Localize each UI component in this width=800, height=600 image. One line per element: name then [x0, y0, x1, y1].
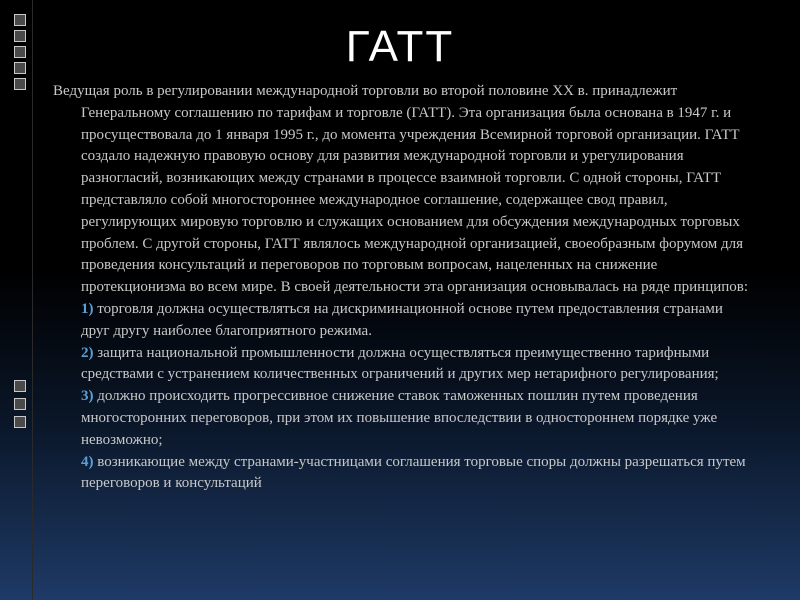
principle-text: защита национальной промышленности должна осуществляться преимущественно тарифными средствами с устранением количественных ограничений и других мер нетарифного регулирования; — [81, 344, 719, 383]
principle-text: торговля должна осуществляться на дискриминационной основе путем предоставления странами друг другу наиболее благоприятного режима. — [81, 300, 723, 339]
divider-line — [32, 0, 33, 600]
slide-body — [53, 81, 753, 495]
principle-item-2 — [53, 343, 753, 387]
principle-item-4 — [53, 452, 753, 496]
principle-text: возникающие между странами-участницами соглашения торговые споры должны разрешаться путем переговоров и консультаций — [81, 453, 746, 492]
principle-item-1 — [53, 299, 753, 343]
intro-paragraph: Ведущая роль в регулировании международной торговли во второй половине XX в. принадлежит Генеральному соглашению по тарифам и торговле (ГАТТ). Эта организация была основана в 1947 г. и просуществовала до 1 января 1995 г., до момента учреждения Всемирной торговой организации. ГАТТ создало надежную правовую основу для развития международной торговли и урегулирования разногласий, возникающих между странами в процессе взаимной торговли. С одной стороны, ГАТТ представляло собой многостороннее международное соглашение, содержащее свод правил, регулирующих мировую торговлю и служащих основанием для обсуждения международных торговых проблем. С другой стороны, ГАТТ являлось международной организацией, своеобразным форумом для проведения консультаций и переговоров по торговым вопросам, нацеленных на снижение протекционизма во всем мире. В своей деятельности эта организация основывалась на ряде принципов: — [53, 83, 749, 296]
principle-text: должно происходить прогрессивное снижение ставок таможенных пошлин путем проведения многосторонних переговоров, при этом их повышение впоследствии в одностороннем порядке уже невозможно; — [81, 388, 718, 448]
principle-number: 3) — [81, 388, 94, 405]
principle-item-3 — [53, 386, 753, 451]
principle-number: 4) — [81, 453, 94, 470]
principle-number: 2) — [81, 344, 94, 361]
slide-title: ГАТТ — [345, 22, 455, 71]
principle-number: 1) — [81, 300, 94, 317]
decorative-squares-bottom — [14, 380, 26, 436]
